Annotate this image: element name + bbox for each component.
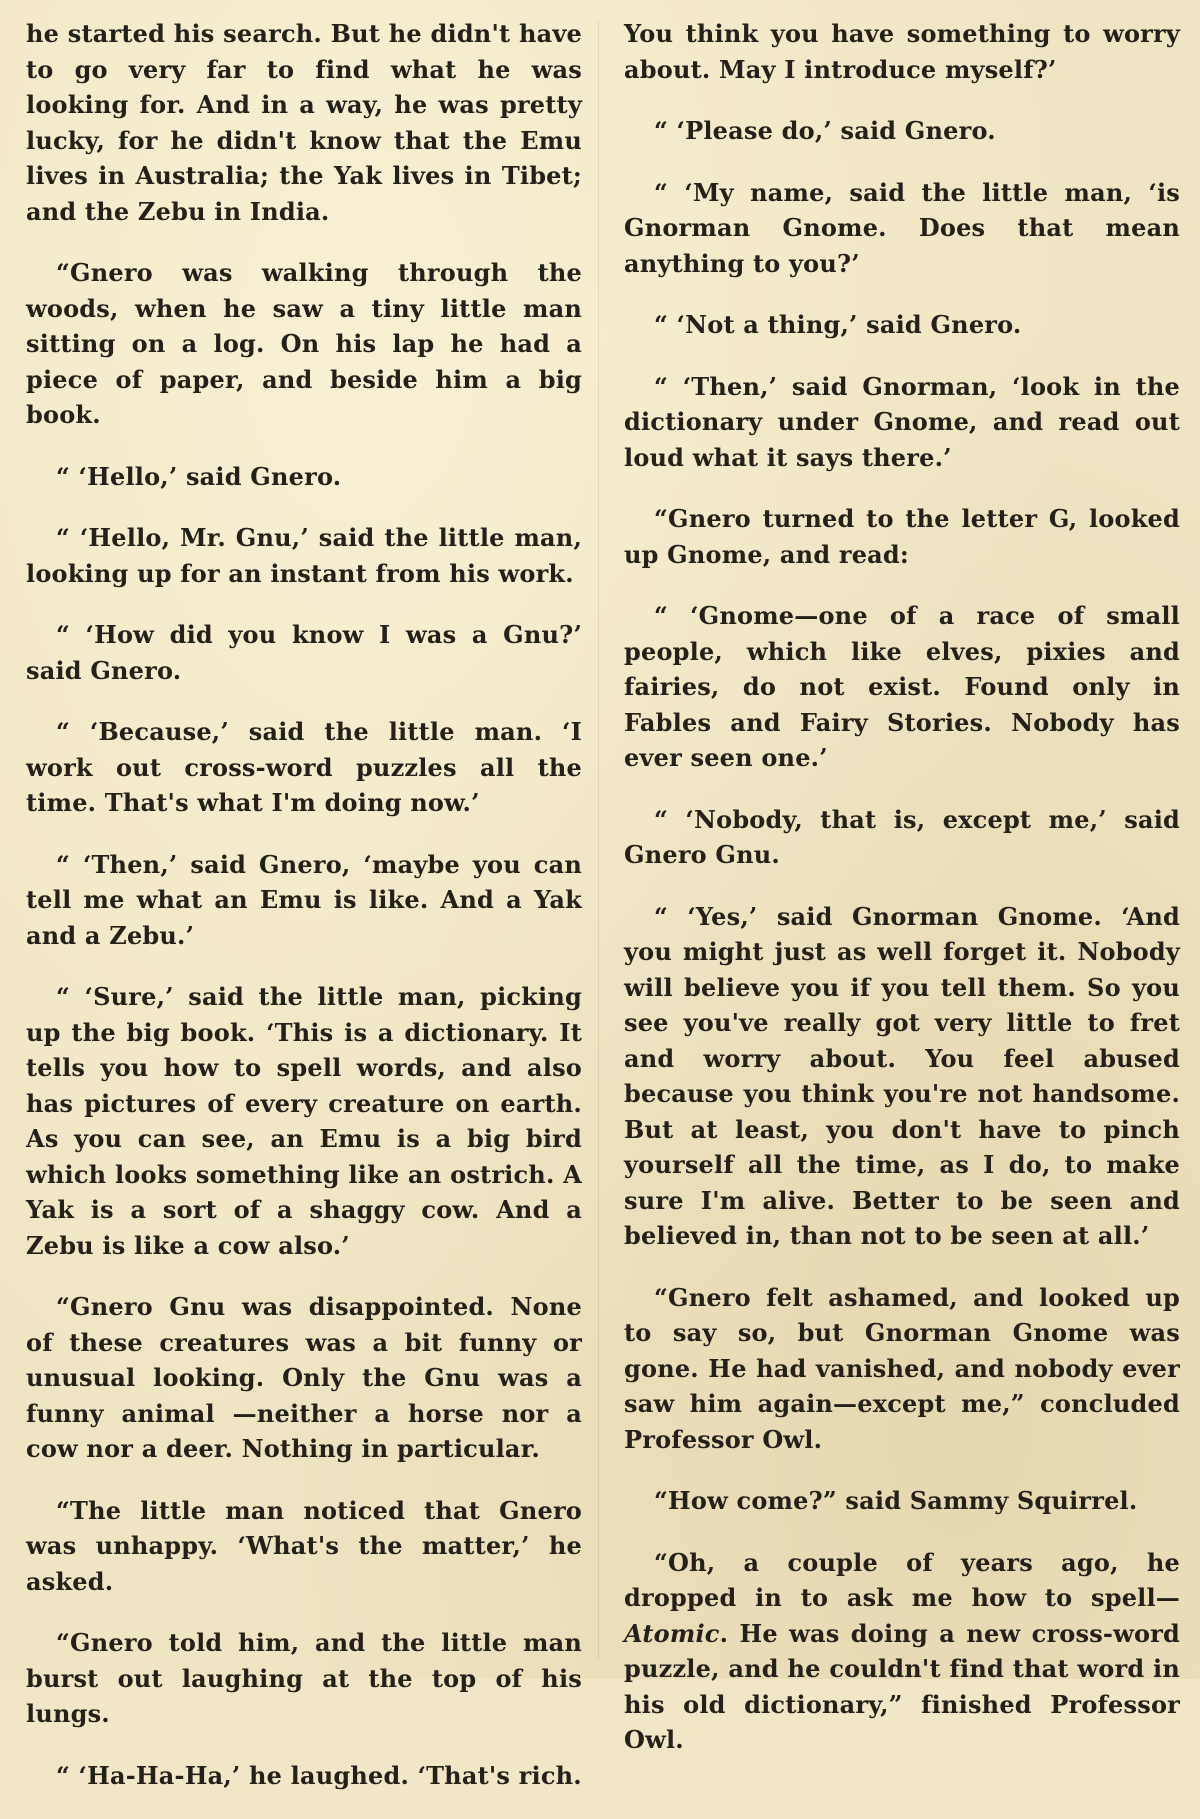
story-paragraph: You think you have something to worry about. May I introduce myself?’ bbox=[624, 19, 1180, 84]
italic-word: Atomic bbox=[624, 1618, 720, 1648]
story-paragraph-final bbox=[624, 1545, 1180, 1758]
story-paragraph: “ ‘Please do,’ said Gnero. bbox=[654, 116, 996, 145]
story-paragraph: “ ‘Because,’ said the little man. ‘I work out cross-word puzzles all the time. That's what I'm doing now.’ bbox=[26, 717, 582, 817]
story-paragraph: “The little man noticed that Gnero was unhappy. ‘What's the matter,’ he asked. bbox=[26, 1495, 582, 1596]
story-paragraph: “Gnero turned to the letter G, looked up Gnome, and read: bbox=[624, 504, 1180, 569]
story-text: . He was doing a new cross-word puzzle, and he couldn't find that word in his old dictionary,” finished Professor Owl. bbox=[624, 1618, 1180, 1754]
story-paragraph: “ ‘Sure,’ said the little man, picking up the big book. ‘This is a dictionary. It tells you how to spell words, and also has pictures of every creature on earth. As you can see, an Emu is a big bird which looks something like an ostrich. A Yak is a sort of a shaggy cow. And a Zebu is like a cow also.’ bbox=[26, 982, 582, 1260]
story-paragraph: “Gnero Gnu was disappointed. None of these creatures was a bit funny or unusual looking. Only the Gnu was a funny animal —neither a horse nor a cow nor a deer. Nothing in particular. bbox=[26, 1292, 582, 1463]
left-column bbox=[26, 16, 582, 1819]
story-paragraph: “Gnero was walking through the woods, when he saw a tiny little man sitting on a log. On his lap he had a piece of paper, and beside him a big book. bbox=[26, 258, 582, 429]
story-paragraph: “ ‘Yes,’ said Gnorman Gnome. ‘And you might just as well forget it. Nobody will believe you if you tell them. So you see you've really got very little to fret and worry about. You feel abused because you think you're not handsome. But at least, you don't have to pinch yourself all the time, as I do, to make sure I'm alive. Better to be seen and believed in, than not to be seen at all.’ bbox=[624, 901, 1180, 1250]
right-column bbox=[624, 16, 1180, 1784]
story-paragraph: “ ‘Not a thing,’ said Gnero. bbox=[654, 310, 1022, 339]
column-gutter bbox=[598, 20, 599, 1660]
story-paragraph: “ ‘Then,’ said Gnero, ‘maybe you can tell me what an Emu is like. And a Yak and a Zebu.’ bbox=[26, 849, 582, 950]
story-paragraph: “ ‘My name, said the little man, ‘is Gnorman Gnome. Does that mean anything to you?’ bbox=[624, 177, 1180, 278]
story-paragraph: he started his search. But he didn't have to go very far to find what he was looking for. And in a way, he was pretty lucky, for he didn't know that the Emu lives in Australia; the Yak lives in Tibet; and the Zebu in India. bbox=[26, 19, 582, 226]
story-paragraph: “ ‘How did you know I was a Gnu?’ said Gnero. bbox=[26, 620, 582, 685]
story-paragraph: “Gnero felt ashamed, and looked up to say so, but Gnorman Gnome was gone. He had vanished, and nobody ever saw him again—except me,” concluded Professor Owl. bbox=[624, 1282, 1180, 1454]
story-paragraph: “ ‘Hello, Mr. Gnu,’ said the little man, looking up for an instant from his work. bbox=[26, 523, 582, 588]
story-paragraph: “ ‘Gnome—one of a race of small people, which like elves, pixies and fairies, do not exist. Found only in Fables and Fairy Stories. Nobody has ever seen one.’ bbox=[624, 601, 1180, 772]
story-paragraph: “How come?” said Sammy Squirrel. bbox=[654, 1486, 1138, 1515]
story-paragraph: “ ‘Hello,’ said Gnero. bbox=[56, 461, 342, 491]
story-paragraph: “ ‘Then,’ said Gnorman, ‘look in the dictionary under Gnome, and read out loud what it says there.’ bbox=[624, 371, 1180, 472]
story-paragraph: “Gnero told him, and the little man burst out laughing at the top of his lungs. bbox=[26, 1628, 582, 1728]
story-paragraph: “ ‘Nobody, that is, except me,’ said Gnero Gnu. bbox=[624, 804, 1180, 869]
story-text: “Oh, a couple of years ago, he dropped in to ask me how to spell— bbox=[624, 1547, 1180, 1612]
story-paragraph: “ ‘Ha-Ha-Ha,’ he laughed. ‘That's rich. bbox=[56, 1760, 582, 1790]
